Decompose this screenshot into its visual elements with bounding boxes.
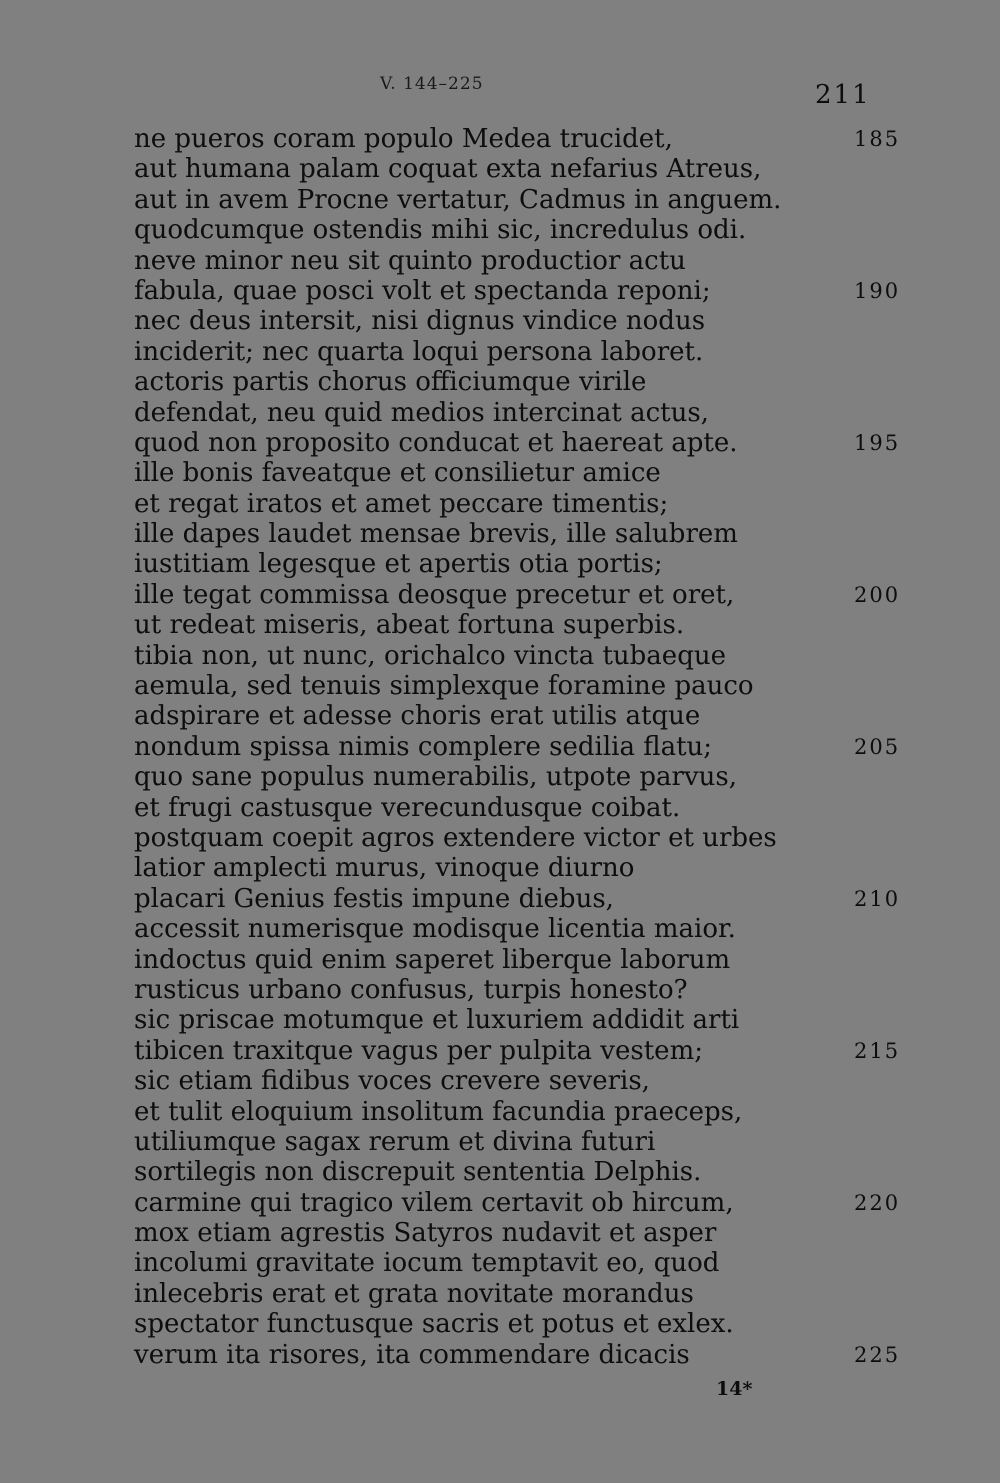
line-number: 225 (854, 1342, 901, 1367)
verse-text: tibicen traxitque vagus per pulpita vestem; (134, 1035, 703, 1066)
verse-line (134, 732, 914, 762)
verse-line (134, 1066, 914, 1096)
verse-text: neve minor neu sit quinto productior actu (134, 245, 686, 276)
verse-line (134, 975, 914, 1005)
verse-text: nec deus intersit, nisi dignus vindice nodus (134, 306, 706, 337)
verse-line (134, 1127, 914, 1157)
verse-line (134, 306, 914, 336)
line-number: 210 (854, 886, 901, 911)
verse-line (134, 762, 914, 792)
verse-text: sic priscae motumque et luxuriem addidit arti (134, 1005, 740, 1036)
signature-mark: 14* (716, 1378, 753, 1400)
verse-text: inlecebris erat et grata novitate morandus (134, 1278, 694, 1309)
verse-text: nondum spissa nimis complere sedilia flatu; (134, 731, 713, 762)
verse-text: quodcumque ostendis mihi sic, incredulus odi. (134, 215, 747, 246)
verse-text: quod non proposito conducat et haereat apte. (134, 427, 738, 458)
verse-text: postquam coepit agros extendere victor et urbes (134, 822, 777, 853)
verse-text: aut in avem Procne vertatur, Cadmus in anguem. (134, 184, 782, 215)
verse-line (134, 519, 914, 549)
verse-text: carmine qui tragico vilem certavit ob hircum, (134, 1187, 734, 1218)
verse-line (134, 154, 914, 184)
verse-line (134, 914, 914, 944)
verse-text: ille tegat commissa deosque precetur et oret, (134, 579, 735, 610)
verse-line (134, 641, 914, 671)
verse-text: actoris partis chorus officiumque virile (134, 367, 647, 398)
verse-line (134, 1188, 914, 1218)
verse-text: aemula, sed tenuis simplexque foramine pauco (134, 671, 754, 702)
verse-text: tibia non, ut nunc, orichalco vincta tubaeque (134, 640, 726, 671)
verse-text: et tulit eloquium insolitum facundia praeceps, (134, 1096, 743, 1127)
verse-text: accessit numerisque modisque licentia maior. (134, 914, 736, 945)
verse-text: iustitiam legesque et apertis otia portis; (134, 549, 663, 580)
verse-line (134, 367, 914, 397)
verse-text: ille dapes laudet mensae brevis, ille salubrem (134, 519, 738, 550)
verse-line (134, 337, 914, 367)
verse-line (134, 610, 914, 640)
verse-line (134, 701, 914, 731)
verse-line (134, 124, 914, 154)
verse-line (134, 246, 914, 276)
verse-line (134, 671, 914, 701)
verse-line (134, 458, 914, 488)
running-head: V. 144–225 (380, 74, 484, 94)
verse-line (134, 276, 914, 306)
verse-line (134, 215, 914, 245)
verse-text: utiliumque sagax rerum et divina futuri (134, 1126, 656, 1157)
line-number: 185 (854, 127, 901, 151)
verse-text: spectator functusque sacris et potus et exlex. (134, 1309, 734, 1340)
verse-line (134, 945, 914, 975)
verse-text: placari Genius festis impune diebus, (134, 883, 614, 914)
verse-line (134, 1218, 914, 1248)
verse-text: latior amplecti murus, vinoque diurno (134, 853, 635, 884)
verse-text: quo sane populus numerabilis, utpote parvus, (134, 762, 738, 793)
verse-line (134, 1279, 914, 1309)
verse-block (134, 124, 914, 1370)
line-number: 200 (854, 582, 901, 607)
verse-text: ut redeat miseris, abeat fortuna superbis. (134, 610, 685, 641)
verse-text: rusticus urbano confusus, turpis honesto? (134, 974, 688, 1005)
line-number: 190 (854, 278, 901, 303)
verse-text: et frugi castusque verecundusque coibat. (134, 792, 681, 823)
line-number: 215 (854, 1038, 901, 1063)
verse-text: mox etiam agrestis Satyros nudavit et asper (134, 1218, 717, 1249)
verse-line (134, 489, 914, 519)
line-number: 205 (854, 734, 901, 759)
verse-line (134, 398, 914, 428)
line-number: 220 (854, 1190, 901, 1215)
verse-line (134, 853, 914, 883)
verse-text: ille bonis faveatque et consilietur amice (134, 458, 661, 489)
verse-text: inciderit; nec quarta loqui persona laboret. (134, 336, 704, 367)
verse-line (134, 1097, 914, 1127)
verse-line (134, 793, 914, 823)
verse-text: et regat iratos et amet peccare timentis; (134, 488, 669, 519)
verse-text: ne pueros coram populo Medea trucidet, (134, 124, 673, 154)
verse-line (134, 185, 914, 215)
verse-text: adspirare et adesse choris erat utilis atque (134, 701, 701, 732)
verse-text: fabula, quae posci volt et spectanda reponi; (134, 275, 711, 306)
verse-text: defendat, neu quid medios intercinat actus, (134, 397, 709, 428)
line-number: 195 (854, 430, 901, 455)
verse-line (134, 1157, 914, 1187)
verse-text: indoctus quid enim saperet liberque laborum (134, 944, 731, 975)
verse-line (134, 580, 914, 610)
verse-line (134, 549, 914, 579)
verse-line (134, 1248, 914, 1278)
verse-line (134, 1005, 914, 1035)
verse-text: incolumi gravitate iocum temptavit eo, quod (134, 1248, 720, 1279)
verse-text: aut humana palam coquat exta nefarius Atreus, (134, 154, 762, 185)
verse-line (134, 884, 914, 914)
verse-line (134, 823, 914, 853)
verse-line (134, 428, 914, 458)
page-number: 211 (815, 80, 871, 110)
verse-line (134, 1309, 914, 1339)
verse-text: sortilegis non discrepuit sententia Delphis. (134, 1157, 702, 1188)
verse-text: sic etiam fidibus voces crevere severis, (134, 1066, 650, 1097)
verse-text: verum ita risores, ita commendare dicacis (134, 1339, 690, 1370)
verse-line (134, 1340, 914, 1370)
verse-line (134, 1036, 914, 1066)
